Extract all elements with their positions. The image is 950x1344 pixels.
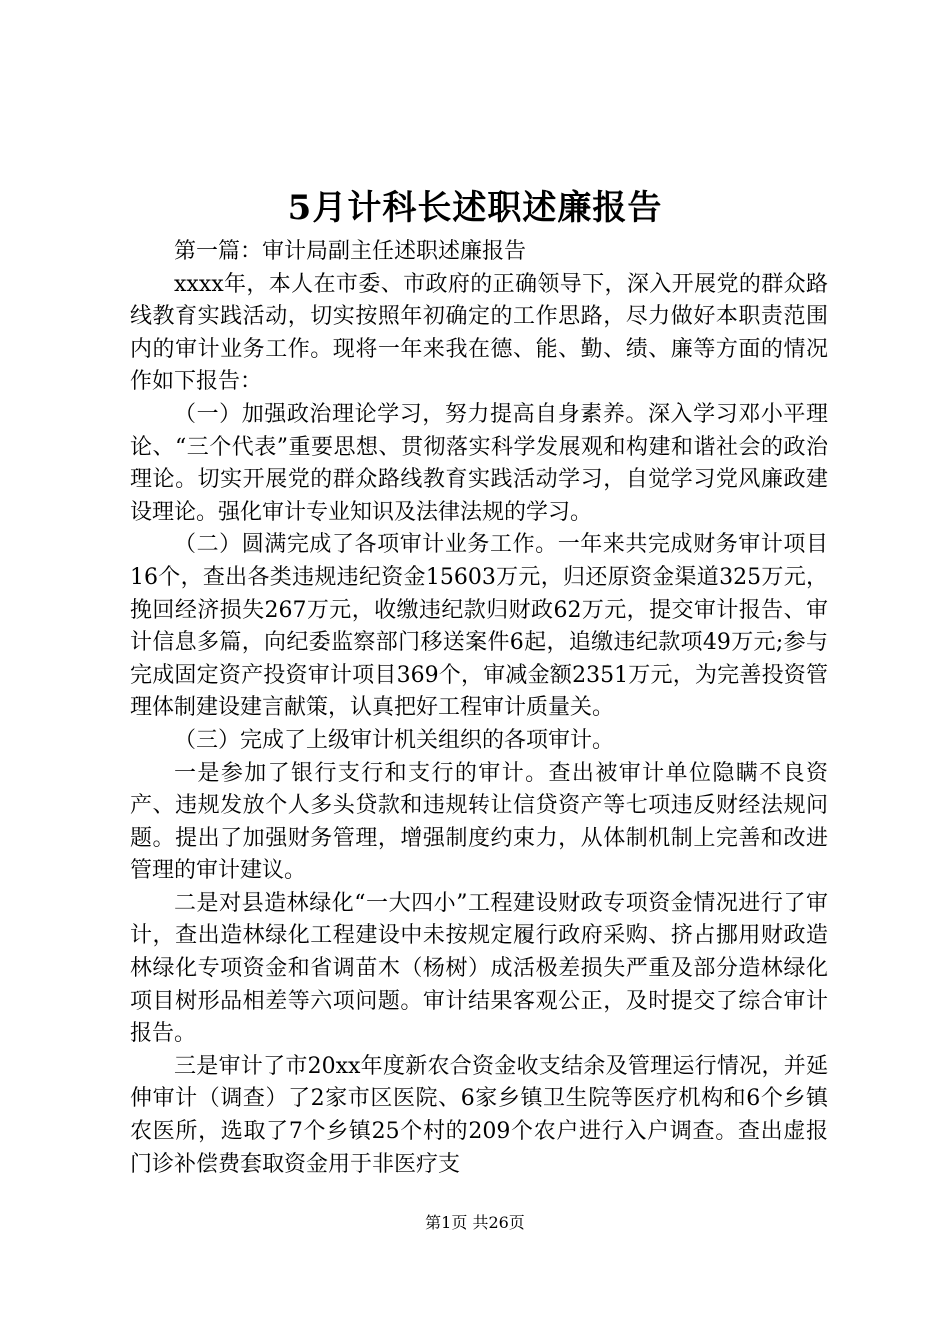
paragraph-point-2: 二是对县造林绿化“一大四小”工程建设财政专项资金情况进行了审计，查出造林绿化工程建设中未按规定履行政府采购、挤占挪用财政造林绿化专项资金和省调苗木（杨树）成活极差损失严重及部分造林绿化项目树形品相差等六项问题。审计结果客观公正，及时提交了综合审计报告。 <box>130 890 828 1047</box>
paragraph-section-heading: 第一篇：审计局副主任述职述廉报告 <box>174 239 527 264</box>
paragraph-item-1: （一）加强政治理论学习，努力提高自身素养。深入学习邓小平理论、“三个代表”重要思想、贯彻落实科学发展观和构建和谐社会的政治理论。切实开展党的群众路线教育实践活动学习，自觉学习党风廉政建设理论。强化审计专业知识及法律法规的学习。 <box>130 401 828 525</box>
paragraph-item-2: （二）圆满完成了各项审计业务工作。一年来共完成财务审计项目16个，查出各类违规违纪资金15603万元，归还原资金渠道325万元，挽回经济损失267万元，收缴违纪款归财政62万元，提交审计报告、审计信息多篇，向纪委监察部门移送案件6起，追缴违纪款项49万元;参与完成固定资产投资审计项目369个，审减金额2351万元，为完善投资管理体制建设建言献策，认真把好工程审计质量关。 <box>130 532 828 721</box>
paragraph-point-3: 三是审计了市20xx年度新农合资金收支结余及管理运行情况，并延伸审计（调查）了2家市区医院、6家乡镇卫生院等医疗机构和6个乡镇农医所，选取了7个乡镇25个村的209个农户进行入户调查。查出虚报门诊补偿费套取资金用于非医疗支 <box>130 1053 828 1177</box>
document-title: 5月计科长述职述廉报告 <box>287 188 663 228</box>
paragraph-point-1: 一是参加了银行支行和支行的审计。查出被审计单位隐瞒不良资产、违规发放个人多头贷款和违规转让信贷资产等七项违反财经法规问题。提出了加强财务管理，增强制度约束力，从体制机制上完善和改进管理的审计建议。 <box>130 760 828 884</box>
page-footer: 第1页 共26页 <box>425 1213 525 1232</box>
paragraph-item-3: （三）完成了上级审计机关组织的各项审计。 <box>174 727 615 753</box>
paragraph-intro: xxxx年，本人在市委、市政府的正确领导下，深入开展党的群众路线教育实践活动，切实按照年初确定的工作思路，尽力做好本职责范围内的审计业务工作。现将一年来我在德、能、勤、绩、廉等方面的情况作如下报告： <box>130 271 828 395</box>
document-body <box>130 236 828 1181</box>
